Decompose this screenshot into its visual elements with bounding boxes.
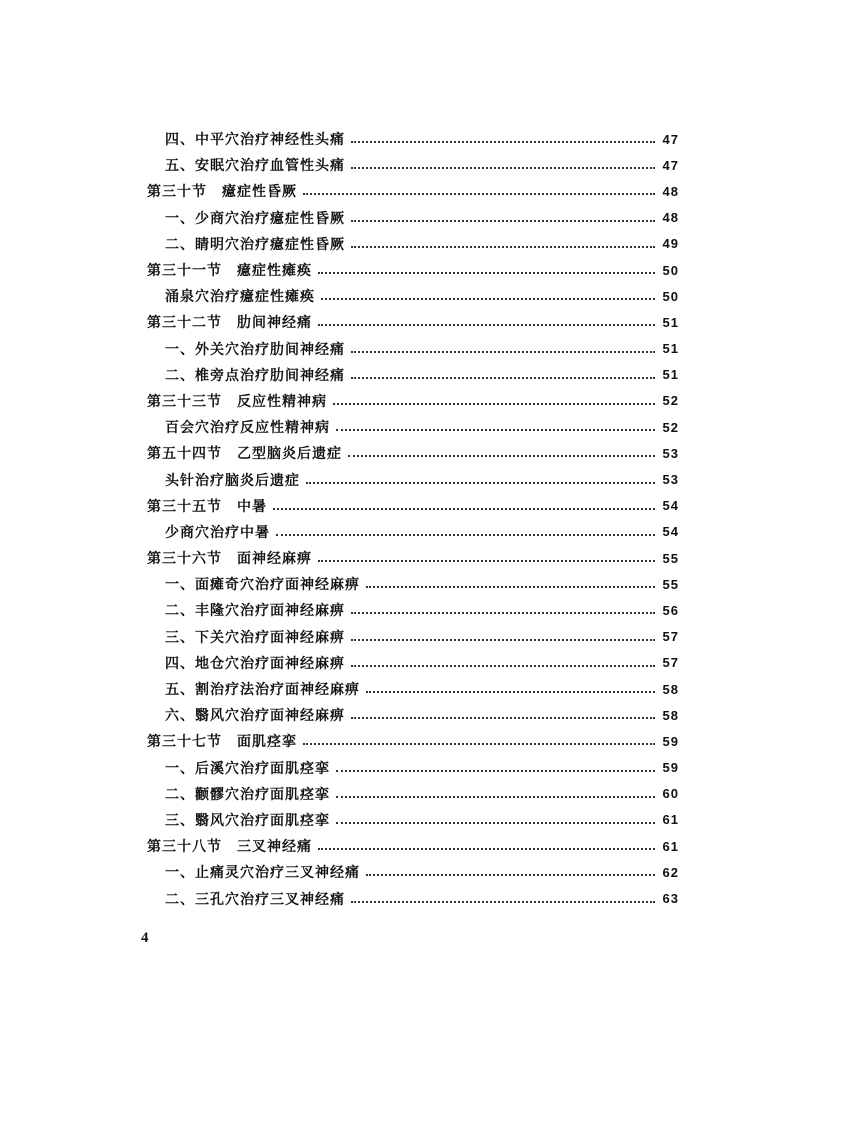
toc-entry-title: 二、睛明穴治疗癔症性昏厥 <box>165 236 345 253</box>
toc-entry-title: 三、翳风穴治疗面肌痉挛 <box>165 812 330 829</box>
toc-entry-page: 50 <box>662 262 679 278</box>
leader-dots <box>336 822 655 824</box>
toc-entry-title: 少商穴治疗中暑 <box>165 524 270 541</box>
toc-subsection-entry <box>0 519 679 545</box>
toc-entry-page: 47 <box>662 131 679 147</box>
toc-entry-title: 三、下关穴治疗面神经麻痹 <box>165 629 345 646</box>
toc-section-entry <box>0 309 679 335</box>
toc-entry-title: 第三十七节 面肌痉挛 <box>147 734 297 751</box>
toc-subsection-entry <box>0 466 679 492</box>
leader-dots <box>318 560 655 562</box>
toc-entry-title: 二、颧髎穴治疗面肌痉挛 <box>165 786 330 803</box>
leader-dots <box>351 141 655 143</box>
leader-dots <box>336 796 655 798</box>
toc-section-entry <box>0 833 679 859</box>
toc-subsection-entry <box>0 597 679 623</box>
toc-entry-title: 第三十三节 反应性精神病 <box>147 393 327 410</box>
toc-entry-page: 47 <box>662 157 679 173</box>
toc-entry-page: 50 <box>662 288 679 304</box>
toc-entry-page: 57 <box>662 655 679 671</box>
toc-entry-page: 49 <box>662 236 679 252</box>
toc-subsection-entry <box>0 205 679 231</box>
toc-entry-page: 60 <box>662 786 679 802</box>
leader-dots <box>351 377 655 379</box>
toc-entry-title: 第三十五节 中暑 <box>147 498 267 515</box>
toc-entry-title: 一、面瘫奇穴治疗面神经麻痹 <box>165 577 360 594</box>
toc-entry-page: 56 <box>662 602 679 618</box>
toc-entry-title: 第五十四节 乙型脑炎后遗症 <box>147 446 342 463</box>
leader-dots <box>351 167 655 169</box>
toc-entry-title: 涌泉穴治疗癔症性瘫痪 <box>165 289 315 306</box>
leader-dots <box>366 586 655 588</box>
toc-subsection-entry <box>0 362 679 388</box>
toc-entry-title: 一、止痛灵穴治疗三叉神经痛 <box>165 865 360 882</box>
leader-dots <box>318 848 655 850</box>
toc-entry-title: 六、翳风穴治疗面神经麻痹 <box>165 708 345 725</box>
toc-entry-page: 61 <box>662 812 679 828</box>
toc-entry-page: 55 <box>662 550 679 566</box>
toc-subsection-entry <box>0 231 679 257</box>
leader-dots <box>336 770 655 772</box>
toc-entry-page: 51 <box>662 314 679 330</box>
leader-dots <box>366 874 655 876</box>
toc-entry-title: 一、外关穴治疗肋间神经痛 <box>165 341 345 358</box>
toc-entry-title: 一、少商穴治疗癔症性昏厥 <box>165 210 345 227</box>
leader-dots <box>351 901 655 903</box>
toc-section-entry <box>0 440 679 466</box>
toc-subsection-entry <box>0 702 679 728</box>
toc-subsection-entry <box>0 414 679 440</box>
leader-dots <box>318 324 655 326</box>
toc-entry-title: 四、中平穴治疗神经性头痛 <box>165 132 345 149</box>
toc-entry-page: 59 <box>662 760 679 776</box>
leader-dots <box>366 691 655 693</box>
leader-dots <box>351 220 655 222</box>
toc-entry-title: 四、地仓穴治疗面神经麻痹 <box>165 655 345 672</box>
toc-entry-page: 58 <box>662 707 679 723</box>
toc-section-entry <box>0 388 679 414</box>
toc-subsection-entry <box>0 755 679 781</box>
toc-subsection-entry <box>0 885 679 911</box>
toc-entry-page: 48 <box>662 210 679 226</box>
leader-dots <box>351 351 655 353</box>
leader-dots <box>351 639 655 641</box>
leader-dots <box>333 403 655 405</box>
toc-entry-title: 五、割治疗法治疗面神经麻痹 <box>165 682 360 699</box>
toc-entry-title: 二、椎旁点治疗肋间神经痛 <box>165 367 345 384</box>
toc-entry-title: 二、丰隆穴治疗面神经麻痹 <box>165 603 345 620</box>
leader-dots <box>273 508 655 510</box>
toc-entry-page: 59 <box>662 733 679 749</box>
toc-subsection-entry <box>0 650 679 676</box>
toc-section-entry <box>0 545 679 571</box>
toc-subsection-entry <box>0 676 679 702</box>
leader-dots <box>351 717 655 719</box>
toc-entry-title: 二、三孔穴治疗三叉神经痛 <box>165 891 345 908</box>
leader-dots <box>351 665 655 667</box>
toc-section-entry <box>0 178 679 204</box>
toc-entry-title: 第三十节 癔症性昏厥 <box>147 184 297 201</box>
toc-entry-title: 头针治疗脑炎后遗症 <box>165 472 300 489</box>
toc-entry-page: 53 <box>662 472 679 488</box>
toc-entry-title: 一、后溪穴治疗面肌痉挛 <box>165 760 330 777</box>
toc-entry-page: 54 <box>662 498 679 514</box>
leader-dots <box>276 534 655 536</box>
leader-dots <box>318 272 655 274</box>
toc-entry-page: 52 <box>662 419 679 435</box>
leader-dots <box>303 193 655 195</box>
leader-dots <box>351 612 655 614</box>
toc-subsection-entry <box>0 336 679 362</box>
toc-entry-title: 百会穴治疗反应性精神病 <box>165 420 330 437</box>
toc-entry-title: 五、安眠穴治疗血管性头痛 <box>165 158 345 175</box>
page-number: 4 <box>141 930 149 946</box>
leader-dots <box>306 482 655 484</box>
table-of-contents <box>0 126 866 912</box>
toc-subsection-entry <box>0 859 679 885</box>
toc-entry-page: 48 <box>662 183 679 199</box>
toc-section-entry <box>0 728 679 754</box>
toc-section-entry <box>0 493 679 519</box>
leader-dots <box>303 743 655 745</box>
toc-subsection-entry <box>0 781 679 807</box>
toc-subsection-entry <box>0 283 679 309</box>
toc-entry-page: 58 <box>662 681 679 697</box>
toc-subsection-entry <box>0 152 679 178</box>
toc-entry-title: 第三十二节 肋间神经痛 <box>147 315 312 332</box>
toc-subsection-entry <box>0 624 679 650</box>
toc-entry-page: 51 <box>662 341 679 357</box>
toc-section-entry <box>0 257 679 283</box>
toc-entry-page: 53 <box>662 445 679 461</box>
leader-dots <box>351 246 655 248</box>
toc-entry-page: 55 <box>662 576 679 592</box>
toc-subsection-entry <box>0 126 679 152</box>
toc-entry-page: 51 <box>662 367 679 383</box>
toc-entry-title: 第三十八节 三叉神经痛 <box>147 839 312 856</box>
toc-entry-page: 52 <box>662 393 679 409</box>
toc-subsection-entry <box>0 571 679 597</box>
toc-subsection-entry <box>0 807 679 833</box>
toc-entry-page: 61 <box>662 838 679 854</box>
leader-dots <box>336 429 655 431</box>
leader-dots <box>321 298 655 300</box>
toc-entry-page: 54 <box>662 524 679 540</box>
toc-entry-title: 第三十六节 面神经麻痹 <box>147 551 312 568</box>
toc-entry-page: 62 <box>662 864 679 880</box>
toc-entry-title: 第三十一节 癔症性瘫痪 <box>147 263 312 280</box>
leader-dots <box>348 455 655 457</box>
toc-entry-page: 63 <box>662 891 679 907</box>
toc-entry-page: 57 <box>662 629 679 645</box>
